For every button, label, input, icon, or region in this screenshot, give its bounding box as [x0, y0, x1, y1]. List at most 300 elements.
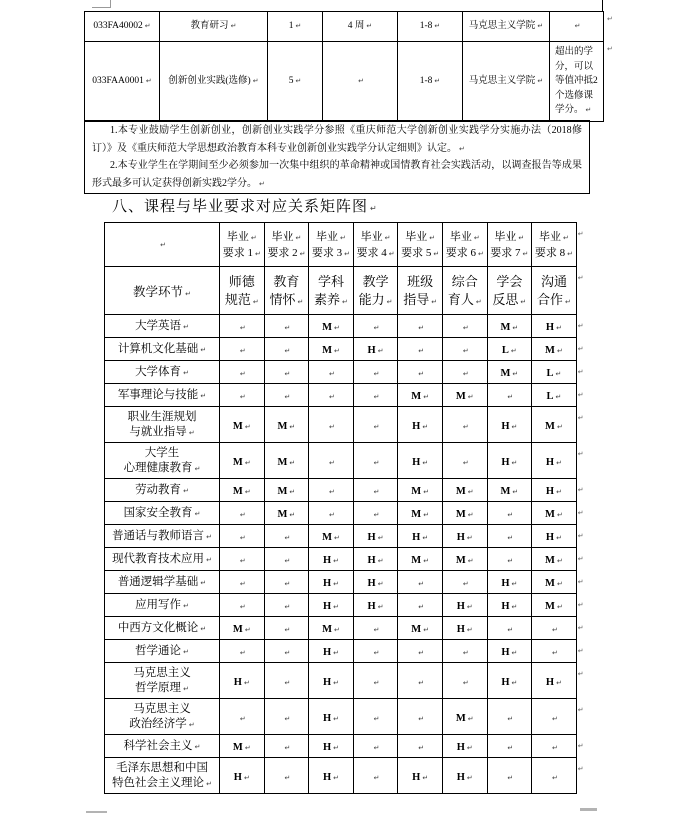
cell-text: 劳动教育: [135, 483, 182, 496]
support-level-value: M: [232, 456, 243, 468]
row-end-mark: [576, 267, 602, 315]
paragraph-mark-icon: ↵: [477, 249, 484, 258]
support-level-value: M: [322, 532, 332, 543]
paragraph-mark-icon: ↵: [511, 649, 518, 657]
paragraph-mark-icon: ↵: [333, 580, 339, 588]
matrix-row: [105, 338, 603, 361]
matrix-subheader-row: [105, 267, 603, 315]
paragraph-mark-icon: ↵: [200, 391, 207, 400]
paragraph-mark-icon: ↵: [239, 511, 246, 519]
matrix-value-cell: [532, 571, 577, 594]
matrix-value-cell: [532, 525, 577, 548]
paragraph-mark-icon: ↵: [577, 669, 584, 678]
matrix-value-cell: [264, 525, 309, 548]
support-level-value: H: [367, 555, 376, 566]
paragraph-mark-icon: ↵: [244, 626, 251, 634]
course-name-cell: [105, 407, 220, 443]
support-level-value: M: [277, 509, 288, 520]
paragraph-mark-icon: ↵: [537, 22, 544, 30]
cell-text: 学会 反思: [492, 273, 523, 307]
paragraph-mark-icon: ↵: [373, 649, 380, 657]
paragraph-mark-icon: ↵: [334, 534, 340, 542]
matrix-value-cell: [532, 361, 577, 384]
matrix-value-cell: [442, 502, 487, 525]
support-level-value: L: [546, 391, 554, 402]
paragraph-mark-icon: ↵: [239, 534, 246, 542]
paragraph-mark-icon: ↵: [423, 393, 430, 401]
paragraph-mark-icon: ↵: [462, 580, 469, 588]
paragraph-mark-icon: ↵: [377, 534, 384, 542]
matrix-value-cell: [309, 758, 354, 794]
support-level-value: M: [232, 742, 243, 753]
paragraph-mark-icon: ↵: [466, 744, 473, 752]
row-end-mark: [576, 315, 602, 338]
paragraph-mark-icon: ↵: [434, 77, 441, 85]
support-level-value: H: [322, 742, 332, 753]
matrix-value-cell: [264, 502, 309, 525]
matrix-value-cell: [398, 640, 443, 663]
matrix-value-cell: [220, 315, 265, 338]
cell-text: 大学生 心理健康教育: [123, 447, 193, 474]
cell-text: 计算机文化基础: [117, 342, 199, 355]
paragraph-mark-icon: ↵: [373, 370, 380, 378]
paragraph-mark-icon: ↵: [462, 422, 469, 431]
support-level-value: H: [322, 712, 332, 724]
cell-text: 现代教育技术应用: [112, 552, 205, 565]
paragraph-mark-icon: ↵: [418, 603, 425, 611]
matrix-corner-cell: [105, 223, 220, 267]
matrix-value-cell: [264, 338, 309, 361]
matrix-value-cell: [532, 548, 577, 571]
cell-text: 要求 1: [222, 246, 253, 259]
cell-text: 科学社会主义: [123, 739, 193, 752]
matrix-value-cell: [487, 594, 532, 617]
cell-text: 普通话与教师语言: [112, 529, 205, 542]
matrix-value-cell: [487, 443, 532, 479]
course-name-cell: [105, 699, 220, 735]
cell-text: 要求 2: [267, 246, 298, 259]
competency-header-2: [264, 267, 309, 315]
matrix-value-cell: [442, 663, 487, 699]
paragraph-mark-icon: ↵: [252, 297, 259, 306]
paragraph-mark-icon: ↵: [577, 554, 584, 563]
cell-text: 职业生涯规划 与就业指导: [127, 411, 197, 438]
requirement-header-2: [264, 223, 309, 267]
matrix-value-cell: [353, 443, 398, 479]
paragraph-mark-icon: ↵: [284, 773, 291, 782]
matrix-value-cell: [532, 699, 577, 735]
paragraph-mark-icon: ↵: [512, 324, 519, 332]
paragraph-mark-icon: ↵: [342, 297, 348, 306]
cell-text: 应用写作: [135, 598, 182, 611]
matrix-row: [105, 594, 603, 617]
paragraph-mark-icon: ↵: [422, 458, 429, 467]
matrix-value-cell: [264, 663, 309, 699]
requirement-header-line: [221, 229, 263, 245]
row-end-mark: [576, 223, 602, 267]
paragraph-mark-icon: ↵: [577, 485, 584, 494]
paragraph-mark-icon: ↵: [462, 458, 469, 467]
cell-text: 马克思主义学院: [468, 21, 536, 31]
support-level-value: M: [545, 509, 555, 520]
support-level-value: M: [455, 391, 466, 402]
matrix-value-cell: [442, 479, 487, 502]
matrix-value-cell: [220, 594, 265, 617]
matrix-row: [105, 663, 603, 699]
paragraph-mark-icon: ↵: [329, 488, 335, 496]
paragraph-mark-icon: ↵: [418, 678, 425, 687]
paragraph-mark-icon: ↵: [284, 603, 291, 611]
cell-text: 综合 育人: [447, 273, 478, 307]
matrix-value-cell: [532, 407, 577, 443]
paragraph-mark-icon: ↵: [507, 534, 514, 542]
cell-text: 4 周: [347, 21, 365, 31]
paragraph-mark-icon: ↵: [518, 233, 525, 242]
paragraph-mark-icon: ↵: [462, 347, 469, 355]
cell-text: 哲学通论: [135, 644, 182, 657]
paragraph-mark-icon: ↵: [334, 324, 340, 332]
paragraph-mark-icon: ↵: [577, 390, 584, 399]
support-level-value: M: [411, 624, 422, 635]
requirement-header-line: [266, 245, 308, 261]
course-cell-note: [550, 12, 604, 42]
matrix-row: [105, 758, 603, 794]
matrix-value-cell: [442, 735, 487, 758]
support-level-value: M: [232, 624, 243, 635]
support-level-value: H: [545, 456, 555, 468]
paragraph-mark-icon: ↵: [206, 555, 212, 564]
matrix-value-cell: [264, 361, 309, 384]
matrix-value-cell: [353, 525, 398, 548]
matrix-value-cell: [532, 617, 577, 640]
paragraph-mark-icon: ↵: [585, 106, 592, 115]
support-level-value: M: [455, 509, 466, 520]
matrix-value-cell: [264, 617, 309, 640]
paragraph-mark-icon: ↵: [577, 705, 584, 714]
paragraph-mark-icon: ↵: [552, 744, 558, 752]
matrix-value-cell: [220, 663, 265, 699]
paragraph-mark-icon: ↵: [295, 233, 302, 242]
paragraph-mark-icon: ↵: [520, 297, 527, 306]
matrix-value-cell: [532, 735, 577, 758]
paragraph-mark-icon: ↵: [183, 684, 189, 693]
cell-text: 1-8: [419, 21, 433, 31]
paragraph-mark-icon: ↵: [200, 345, 207, 354]
paragraph-mark-icon: ↵: [429, 233, 436, 242]
paragraph-mark-icon: ↵: [340, 233, 346, 242]
support-level-value: H: [501, 676, 510, 688]
paragraph-mark-icon: ↵: [556, 488, 562, 496]
paragraph-mark-icon: ↵: [507, 557, 514, 565]
support-level-value: M: [455, 486, 466, 497]
matrix-value-cell: [487, 663, 532, 699]
paragraph-mark-icon: ↵: [507, 714, 514, 723]
matrix-value-cell: [220, 525, 265, 548]
paragraph-mark-icon: ↵: [577, 600, 584, 609]
matrix-value-cell: [487, 338, 532, 361]
course-name-cell: [105, 479, 220, 502]
paragraph-mark-icon: ↵: [377, 580, 384, 588]
support-level-value: M: [277, 456, 288, 468]
matrix-value-cell: [398, 384, 443, 407]
paragraph-mark-icon: ↵: [577, 741, 584, 750]
cell-text: 班级 指导: [403, 273, 434, 307]
row-end-mark: [576, 338, 602, 361]
course-plan-table-body: [85, 12, 632, 122]
paragraph-mark-icon: ↵: [333, 773, 339, 782]
matrix-value-cell: [264, 758, 309, 794]
paragraph-mark-icon: ↵: [567, 249, 574, 258]
matrix-value-cell: [398, 315, 443, 338]
paragraph-mark-icon: ↵: [373, 773, 380, 782]
matrix-value-cell: [398, 443, 443, 479]
matrix-value-cell: [353, 407, 398, 443]
paragraph-mark-icon: ↵: [577, 344, 584, 353]
support-level-value: L: [546, 368, 554, 379]
support-level-value: H: [501, 601, 510, 612]
course-cell-weeks: [323, 42, 398, 122]
cell-text: 毕业: [494, 230, 517, 243]
support-level-value: L: [501, 345, 509, 356]
course-name-cell: [105, 571, 220, 594]
support-level-value: H: [456, 771, 465, 783]
support-level-value: H: [367, 532, 376, 543]
matrix-value-cell: [442, 699, 487, 735]
paragraph-mark-icon: ↵: [284, 393, 291, 401]
paragraph-mark-icon: ↵: [577, 273, 584, 282]
paragraph-mark-icon: ↵: [329, 393, 335, 401]
support-level-value: H: [367, 345, 376, 356]
cell-text: 大学体育: [135, 365, 182, 378]
prev-table-border-remnant: [92, 7, 111, 8]
matrix-value-cell: [220, 384, 265, 407]
course-cell-note: [550, 42, 604, 122]
paragraph-mark-icon: ↵: [333, 744, 339, 752]
cell-text: 毕业: [405, 230, 428, 243]
support-level-value: H: [412, 771, 421, 783]
paragraph-mark-icon: ↵: [239, 347, 246, 355]
matrix-value-cell: [442, 407, 487, 443]
next-table-border-remnant: [580, 808, 597, 811]
matrix-value-cell: [398, 361, 443, 384]
paragraph-mark-icon: ↵: [510, 347, 517, 355]
cell-text: 教学环节: [133, 284, 184, 299]
support-level-value: M: [411, 555, 422, 566]
cell-text: 军事理论与技能: [117, 388, 199, 401]
matrix-value-cell: [442, 315, 487, 338]
paragraph-mark-icon: ↵: [511, 458, 518, 467]
paragraph-mark-icon: ↵: [295, 22, 302, 30]
support-level-value: H: [501, 578, 510, 589]
matrix-value-cell: [220, 758, 265, 794]
matrix-value-cell: [398, 502, 443, 525]
matrix-value-cell: [220, 571, 265, 594]
paragraph-mark-icon: ↵: [373, 678, 380, 687]
support-level-value: H: [501, 647, 510, 658]
matrix-table-body: [105, 223, 603, 794]
matrix-header-row: [105, 223, 603, 267]
paragraph-mark-icon: ↵: [577, 577, 584, 586]
paragraph-mark-icon: ↵: [466, 773, 473, 782]
paragraph-mark-icon: ↵: [329, 458, 335, 467]
paragraph-mark-icon: ↵: [462, 678, 469, 687]
paragraph-mark-icon: ↵: [244, 458, 251, 467]
paragraph-mark-icon: ↵: [467, 488, 474, 496]
paragraph-mark-icon: ↵: [183, 601, 189, 610]
paragraph-mark-icon: ↵: [334, 626, 340, 634]
matrix-value-cell: [353, 640, 398, 663]
support-level-value: H: [545, 322, 555, 333]
matrix-row: [105, 735, 603, 758]
matrix-value-cell: [487, 361, 532, 384]
support-level-value: M: [455, 555, 466, 566]
matrix-value-cell: [353, 571, 398, 594]
paragraph-mark-icon: ↵: [434, 22, 441, 30]
paragraph-mark-icon: ↵: [239, 324, 246, 332]
paragraph-mark-icon: ↵: [462, 649, 469, 657]
requirement-header-7: [487, 223, 532, 267]
matrix-value-cell: [220, 640, 265, 663]
support-level-value: M: [545, 601, 555, 612]
cell-text: 毕业: [316, 230, 339, 243]
paragraph-mark-icon: ↵: [289, 422, 296, 431]
support-level-value: H: [322, 771, 332, 783]
support-level-value: H: [545, 676, 555, 688]
course-name-cell: [105, 594, 220, 617]
cell-text: 创新创业实践(选修): [168, 76, 251, 86]
support-level-value: H: [233, 771, 242, 783]
paragraph-mark-icon: ↵: [552, 714, 558, 723]
matrix-value-cell: [487, 758, 532, 794]
paragraph-mark-icon: ↵: [433, 249, 440, 258]
matrix-value-cell: [532, 502, 577, 525]
matrix-value-cell: [220, 479, 265, 502]
row-end-mark: [576, 758, 602, 794]
paragraph-mark-icon: ↵: [188, 428, 195, 437]
support-level-value: H: [367, 601, 376, 612]
support-level-value: M: [411, 509, 422, 520]
paragraph-mark-icon: ↵: [344, 249, 351, 258]
paragraph-mark-icon: ↵: [239, 603, 246, 611]
paragraph-mark-icon: ↵: [466, 603, 473, 611]
paragraph-mark-icon: ↵: [239, 557, 246, 565]
matrix-value-cell: [220, 735, 265, 758]
paragraph-mark-icon: ↵: [555, 370, 562, 378]
matrix-value-cell: [264, 699, 309, 735]
note-text: 1.本专业鼓励学生创新创业，创新创业实践学分参照《重庆师范大学创新创业实践学分实施办法（2018修订）》及《重庆师范大学思想政治教育本科专业创新创业实践学分认定细则》认定。: [92, 125, 582, 154]
requirement-header-line: [489, 229, 531, 245]
matrix-value-cell: [353, 384, 398, 407]
paragraph-mark-icon: ↵: [200, 624, 207, 633]
competency-header-5: [398, 267, 443, 315]
paragraph-mark-icon: ↵: [577, 646, 584, 655]
note-text: 2.本专业学生在学期间至少必须参加一次集中组织的革命精神或国情教育社会实践活动，以调查报告等成果形式最多可认定获得创新实践2学分。: [92, 160, 582, 189]
paragraph-mark-icon: ↵: [377, 557, 384, 565]
requirement-header-line: [355, 229, 397, 245]
support-level-value: H: [412, 532, 421, 543]
matrix-value-cell: [398, 735, 443, 758]
paragraph-mark-icon: ↵: [259, 179, 265, 188]
paragraph-mark-icon: ↵: [556, 534, 562, 542]
competency-header-8: [532, 267, 577, 315]
paragraph-mark-icon: ↵: [254, 249, 261, 258]
support-level-value: H: [545, 486, 555, 497]
requirement-header-line: [444, 229, 486, 245]
matrix-value-cell: [487, 617, 532, 640]
paragraph-mark-icon: ↵: [183, 322, 189, 331]
paragraph-mark-icon: ↵: [284, 557, 291, 565]
paragraph-mark-icon: ↵: [284, 649, 291, 657]
paragraph-mark-icon: ↵: [299, 249, 306, 258]
course-row: [85, 42, 632, 122]
paragraph-mark-icon: ↵: [556, 557, 563, 565]
cell-text: 普通逻辑学基础: [117, 575, 199, 588]
next-table-border-remnant: [86, 811, 107, 813]
paragraph-mark-icon: ↵: [418, 370, 425, 378]
matrix-value-cell: [309, 502, 354, 525]
note-paragraph: [92, 122, 582, 157]
matrix-value-cell: [309, 479, 354, 502]
course-name-cell: [105, 361, 220, 384]
paragraph-mark-icon: ↵: [183, 647, 189, 656]
row-end-mark: [576, 525, 602, 548]
matrix-value-cell: [532, 640, 577, 663]
paragraph-mark-icon: ↵: [333, 678, 339, 687]
section-heading: [112, 195, 378, 216]
support-level-value: M: [455, 712, 466, 724]
cell-text: 毕业: [226, 230, 249, 243]
paragraph-mark-icon: ↵: [473, 233, 480, 242]
matrix-row: [105, 617, 603, 640]
paragraph-mark-icon: ↵: [194, 742, 201, 751]
paragraph-mark-icon: ↵: [329, 511, 335, 519]
cell-text: 教学 能力: [358, 273, 389, 307]
paragraph-mark-icon: ↵: [384, 233, 391, 242]
teaching-stage-header: [105, 267, 220, 315]
matrix-value-cell: [487, 548, 532, 571]
matrix-row: [105, 699, 603, 735]
course-cell-weeks: [323, 12, 398, 42]
matrix-row: [105, 443, 603, 479]
paragraph-mark-icon: ↵: [244, 422, 251, 431]
cell-text: 毕业: [539, 230, 562, 243]
matrix-value-cell: [309, 338, 354, 361]
paragraph-mark-icon: ↵: [577, 531, 584, 540]
matrix-value-cell: [398, 571, 443, 594]
paragraph-mark-icon: ↵: [329, 370, 335, 378]
matrix-value-cell: [442, 640, 487, 663]
paragraph-mark-icon: ↵: [418, 324, 425, 332]
paragraph-mark-icon: ↵: [289, 458, 296, 467]
matrix-value-cell: [398, 617, 443, 640]
paragraph-mark-icon: ↵: [565, 297, 571, 306]
paragraph-mark-icon: ↵: [239, 714, 246, 723]
paragraph-mark-icon: ↵: [422, 773, 429, 782]
cell-text: 5: [288, 76, 294, 86]
support-level-value: M: [277, 420, 288, 432]
course-cell-semesters: [398, 12, 463, 42]
paragraph-mark-icon: ↵: [333, 557, 339, 565]
matrix-value-cell: [309, 617, 354, 640]
matrix-value-cell: [487, 479, 532, 502]
matrix-value-cell: [309, 594, 354, 617]
matrix-value-cell: [264, 548, 309, 571]
row-end-mark: [576, 571, 602, 594]
course-name-cell: [105, 338, 220, 361]
paragraph-mark-icon: ↵: [512, 370, 519, 378]
support-level-value: M: [500, 486, 511, 497]
matrix-value-cell: [309, 407, 354, 443]
